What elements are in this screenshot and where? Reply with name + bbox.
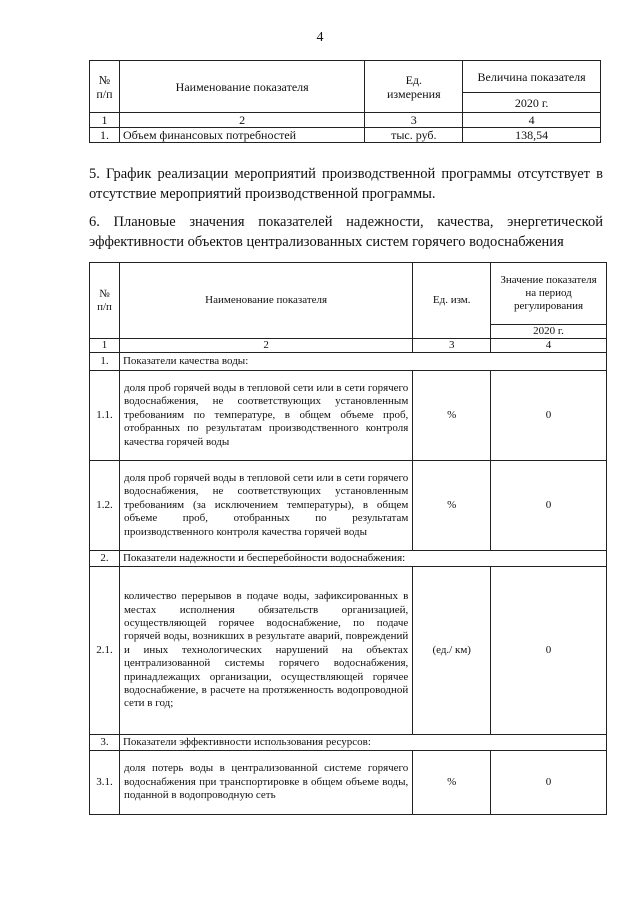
row-num: 1. bbox=[90, 128, 120, 143]
section-title: Показатели качества воды: bbox=[119, 353, 606, 371]
row-num: 3.1. bbox=[90, 751, 120, 815]
paragraph-5: 5. График реализации мероприятий производственной программы отсутствует в отсутствие мероприятий производственной программы. bbox=[89, 166, 603, 202]
section-num: 3. bbox=[90, 735, 120, 751]
row-value: 0 bbox=[491, 371, 607, 461]
indicators-table bbox=[89, 262, 607, 815]
row-text: доля потерь воды в централизованной системе горячего водоснабжения при транспортировке в общем объеме воды, поданной в водопроводную сеть bbox=[119, 751, 412, 815]
col-number: 4 bbox=[463, 113, 601, 128]
row-value: 138,54 bbox=[463, 128, 601, 143]
row-value: 0 bbox=[491, 751, 607, 815]
section-num: 1. bbox=[90, 353, 120, 371]
col-number: 3 bbox=[365, 113, 463, 128]
section-num: 2. bbox=[90, 551, 120, 567]
section-row bbox=[90, 735, 607, 751]
col-number: 2 bbox=[119, 339, 412, 353]
header-unit: Ед. изм. bbox=[413, 263, 491, 339]
header-num: № п/п bbox=[90, 61, 120, 113]
header-value: Величина показателя bbox=[463, 61, 601, 93]
header-num: № п/п bbox=[90, 263, 120, 339]
row-value: 0 bbox=[491, 567, 607, 735]
table-row bbox=[90, 461, 607, 551]
table-row bbox=[90, 567, 607, 735]
row-value: 0 bbox=[491, 461, 607, 551]
row-unit: (ед./ км) bbox=[413, 567, 491, 735]
section-row bbox=[90, 353, 607, 371]
table-row bbox=[90, 371, 607, 461]
row-num: 2.1. bbox=[90, 567, 120, 735]
row-unit: % bbox=[413, 371, 491, 461]
row-text: доля проб горячей воды в тепловой сети или в сети горячего водоснабжения, не соответствующих установленным требованиям (за исключением температуры), в общем объеме проб, отобранных по результатам производственного контроля качества горячей воды bbox=[119, 461, 412, 551]
header-unit: Ед. измерения bbox=[365, 61, 463, 113]
page-number: 4 bbox=[316, 30, 324, 45]
col-number: 2 bbox=[119, 113, 364, 128]
row-text: количество перерывов в подаче воды, зафиксированных в местах исполнения обязательств организацией, осуществляющей горячее водоснабжение, по подаче горячей воды, возникших в результате аварий, повреждений и иных технологических нарушений на объектах централизованной системы горячего водоснабжения, принадлежащих организации, осуществляющей горячее водоснабжение, в расчете на протяженность водопроводной сети в год; bbox=[119, 567, 412, 735]
table-row bbox=[90, 751, 607, 815]
row-unit: % bbox=[413, 461, 491, 551]
section-row bbox=[90, 551, 607, 567]
row-num: 1.1. bbox=[90, 371, 120, 461]
row-unit: % bbox=[413, 751, 491, 815]
col-number: 1 bbox=[90, 113, 120, 128]
row-num: 1.2. bbox=[90, 461, 120, 551]
section-title: Показатели надежности и бесперебойности водоснабжения: bbox=[119, 551, 606, 567]
col-number: 3 bbox=[413, 339, 491, 353]
header-year: 2020 г. bbox=[491, 325, 607, 339]
header-name: Наименование показателя bbox=[119, 61, 364, 113]
header-name: Наименование показателя bbox=[119, 263, 412, 339]
financial-needs-table bbox=[89, 60, 601, 143]
header-value: Значение показателя на период регулирования bbox=[491, 263, 607, 325]
paragraph-6: 6. Плановые значения показателей надежности, качества, энергетической эффективности объектов централизованных систем горячего водоснабжения bbox=[89, 214, 603, 250]
row-text: доля проб горячей воды в тепловой сети или в сети горячего водоснабжения, не соответствующих установленным требованиям по температуре, в общем объеме проб, отобранных по результатам производственного контроля качества горячей воды bbox=[119, 371, 412, 461]
col-number: 4 bbox=[491, 339, 607, 353]
col-number: 1 bbox=[90, 339, 120, 353]
table-row bbox=[90, 128, 601, 143]
row-name: Объем финансовых потребностей bbox=[119, 128, 364, 143]
section-title: Показатели эффективности использования ресурсов: bbox=[119, 735, 606, 751]
header-year: 2020 г. bbox=[463, 93, 601, 113]
row-unit: тыс. руб. bbox=[365, 128, 463, 143]
